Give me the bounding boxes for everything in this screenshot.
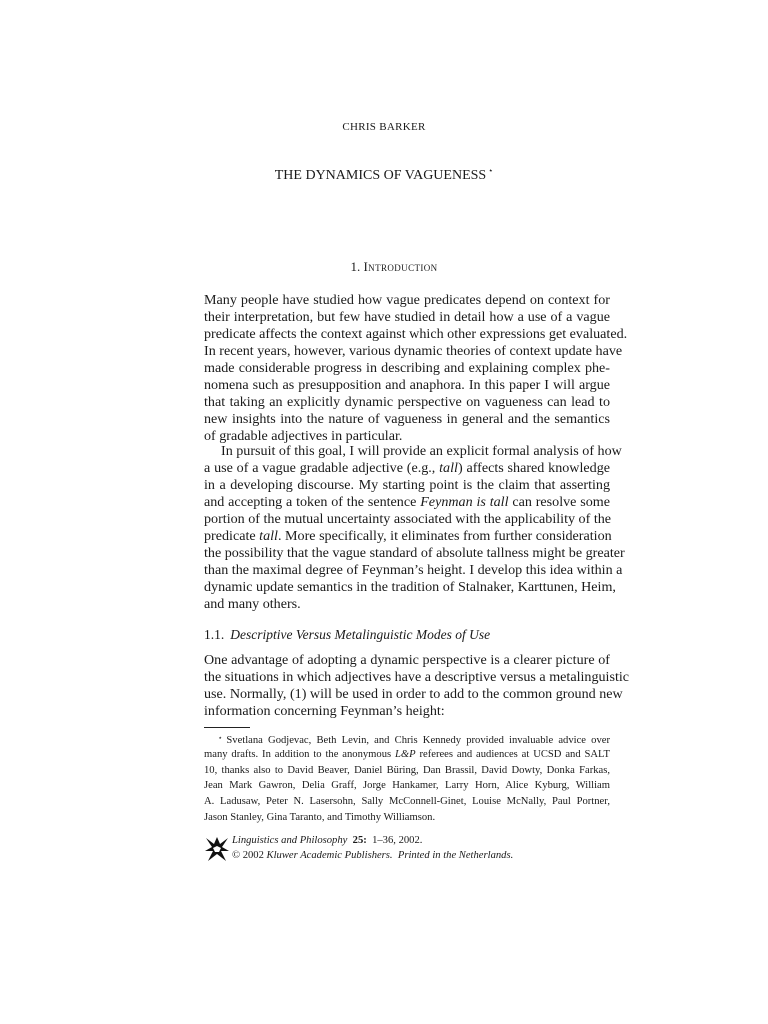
text-run: many drafts. In addition to the anonymous bbox=[204, 748, 395, 760]
text-line: the situations in which adjectives have a descriptive versus a metalinguistic bbox=[204, 669, 630, 685]
text-line: use. Normally, (1) will be used in order to add to the common ground new bbox=[204, 686, 623, 702]
italic-sentence: Feynman is tall bbox=[420, 494, 509, 510]
text-line: portion of the mutual uncertainty associated with the applicability of the bbox=[204, 511, 612, 527]
author-name: CHRIS BARKER bbox=[342, 121, 426, 133]
journal-volume: 25: bbox=[352, 835, 367, 846]
text-line: Many people have studied how vague predicates depend on context for bbox=[204, 292, 610, 308]
text-line: the possibility that the vague standard of absolute tallness might be greater bbox=[204, 545, 625, 561]
text-run: . More specifically, it eliminates from further consideration bbox=[277, 528, 612, 544]
text-line: that taking an explicitly dynamic perspective on vagueness can lead to bbox=[204, 394, 610, 410]
paragraph-2 bbox=[204, 443, 625, 613]
publisher-text bbox=[232, 833, 513, 863]
text-line: In recent years, however, various dynamic theories of context update have bbox=[204, 343, 623, 359]
text-run: a use of a vague gradable adjective (e.g., bbox=[204, 460, 440, 476]
text-line: Jean Mark Gawron, Delia Graff, Jorge Hankamer, Larry Horn, Alice Kyburg, William bbox=[204, 780, 610, 792]
paragraph-1 bbox=[204, 292, 628, 445]
text-line: In pursuit of this goal, I will provide an explicit formal analysis of how bbox=[221, 443, 622, 459]
text-line: information concerning Feynman’s height: bbox=[204, 703, 445, 719]
text-line: A. Ladusaw, Peter N. Lasersohn, Sally McConnell-Ginet, Louise McNally, Paul Portner, bbox=[204, 796, 610, 808]
text-line: their interpretation, but few have studied in detail how a use of a vague bbox=[204, 309, 610, 325]
printed-in: Printed in the Netherlands. bbox=[397, 850, 514, 861]
subsection-title: Descriptive Versus Metalinguistic Modes of Use bbox=[230, 627, 491, 642]
text-line bbox=[204, 460, 610, 477]
italic-journal: L&P bbox=[395, 748, 416, 760]
text-line: than the maximal degree of Feynman’s height. I develop this idea within a bbox=[204, 562, 623, 578]
section-heading bbox=[0, 259, 768, 275]
text-line: nomena such as presupposition and anaphora. In this paper I will argue bbox=[204, 377, 610, 393]
text-run: predicate bbox=[204, 528, 260, 544]
title-footnote-marker: ⋆ bbox=[488, 166, 494, 175]
publisher-name: Kluwer Academic Publishers. bbox=[266, 850, 393, 861]
journal-pages: 1–36, 2002. bbox=[372, 835, 423, 846]
text-line bbox=[204, 731, 610, 747]
text-line bbox=[204, 494, 610, 511]
paragraph-3 bbox=[204, 652, 630, 720]
section-title: Introduction bbox=[363, 259, 438, 274]
section-number: 1. bbox=[350, 259, 361, 274]
text-line bbox=[204, 528, 610, 545]
subsection-number: 1.1. bbox=[204, 627, 225, 642]
text-line: of gradable adjectives in particular. bbox=[204, 428, 403, 444]
kluwer-logo-icon bbox=[204, 835, 230, 863]
text-line: in a developing discourse. My starting point is the claim that asserting bbox=[204, 477, 610, 493]
journal-name: Linguistics and Philosophy bbox=[232, 835, 348, 846]
text-run: can resolve some bbox=[508, 494, 610, 510]
text-run: referees and audiences at UCSD and SALT bbox=[415, 748, 611, 760]
citation-line bbox=[232, 833, 513, 848]
text-run: Svetlana Godjevac, Beth Levin, and Chris Kennedy provided invaluable advice over bbox=[226, 735, 610, 746]
italic-term: tall bbox=[259, 528, 278, 544]
text-line: predicate affects the context against which other expressions get evaluated. bbox=[204, 326, 628, 342]
paper-title-text: THE DYNAMICS OF VAGUENESS bbox=[274, 168, 487, 183]
text-line: made considerable progress in describing and explaining complex phe- bbox=[204, 360, 610, 376]
footnote-marker: ⋆ bbox=[218, 734, 223, 742]
text-run: and accepting a token of the sentence bbox=[204, 494, 421, 510]
copyright-line bbox=[232, 848, 513, 863]
copyright: © 2002 bbox=[232, 850, 264, 861]
text-line: and many others. bbox=[204, 596, 301, 612]
text-line: new insights into the nature of vagueness in general and the semantics bbox=[204, 411, 610, 427]
subsection-heading bbox=[204, 627, 490, 643]
footnote bbox=[204, 731, 610, 826]
italic-term: tall bbox=[439, 460, 458, 476]
text-line: One advantage of adopting a dynamic perspective is a clearer picture of bbox=[204, 652, 610, 668]
text-line: 10, thanks also to David Beaver, Daniel Büring, Dan Brassil, David Dowty, Donka Farkas, bbox=[204, 764, 610, 776]
text-line: dynamic update semantics in the tradition of Stalnaker, Karttunen, Heim, bbox=[204, 579, 616, 595]
text-line bbox=[204, 747, 610, 763]
text-run: ) affects shared knowledge bbox=[457, 460, 610, 476]
text-line: Jason Stanley, Gina Taranto, and Timothy Williamson. bbox=[204, 811, 436, 823]
footnote-rule bbox=[204, 727, 250, 728]
paper-title bbox=[0, 166, 768, 184]
